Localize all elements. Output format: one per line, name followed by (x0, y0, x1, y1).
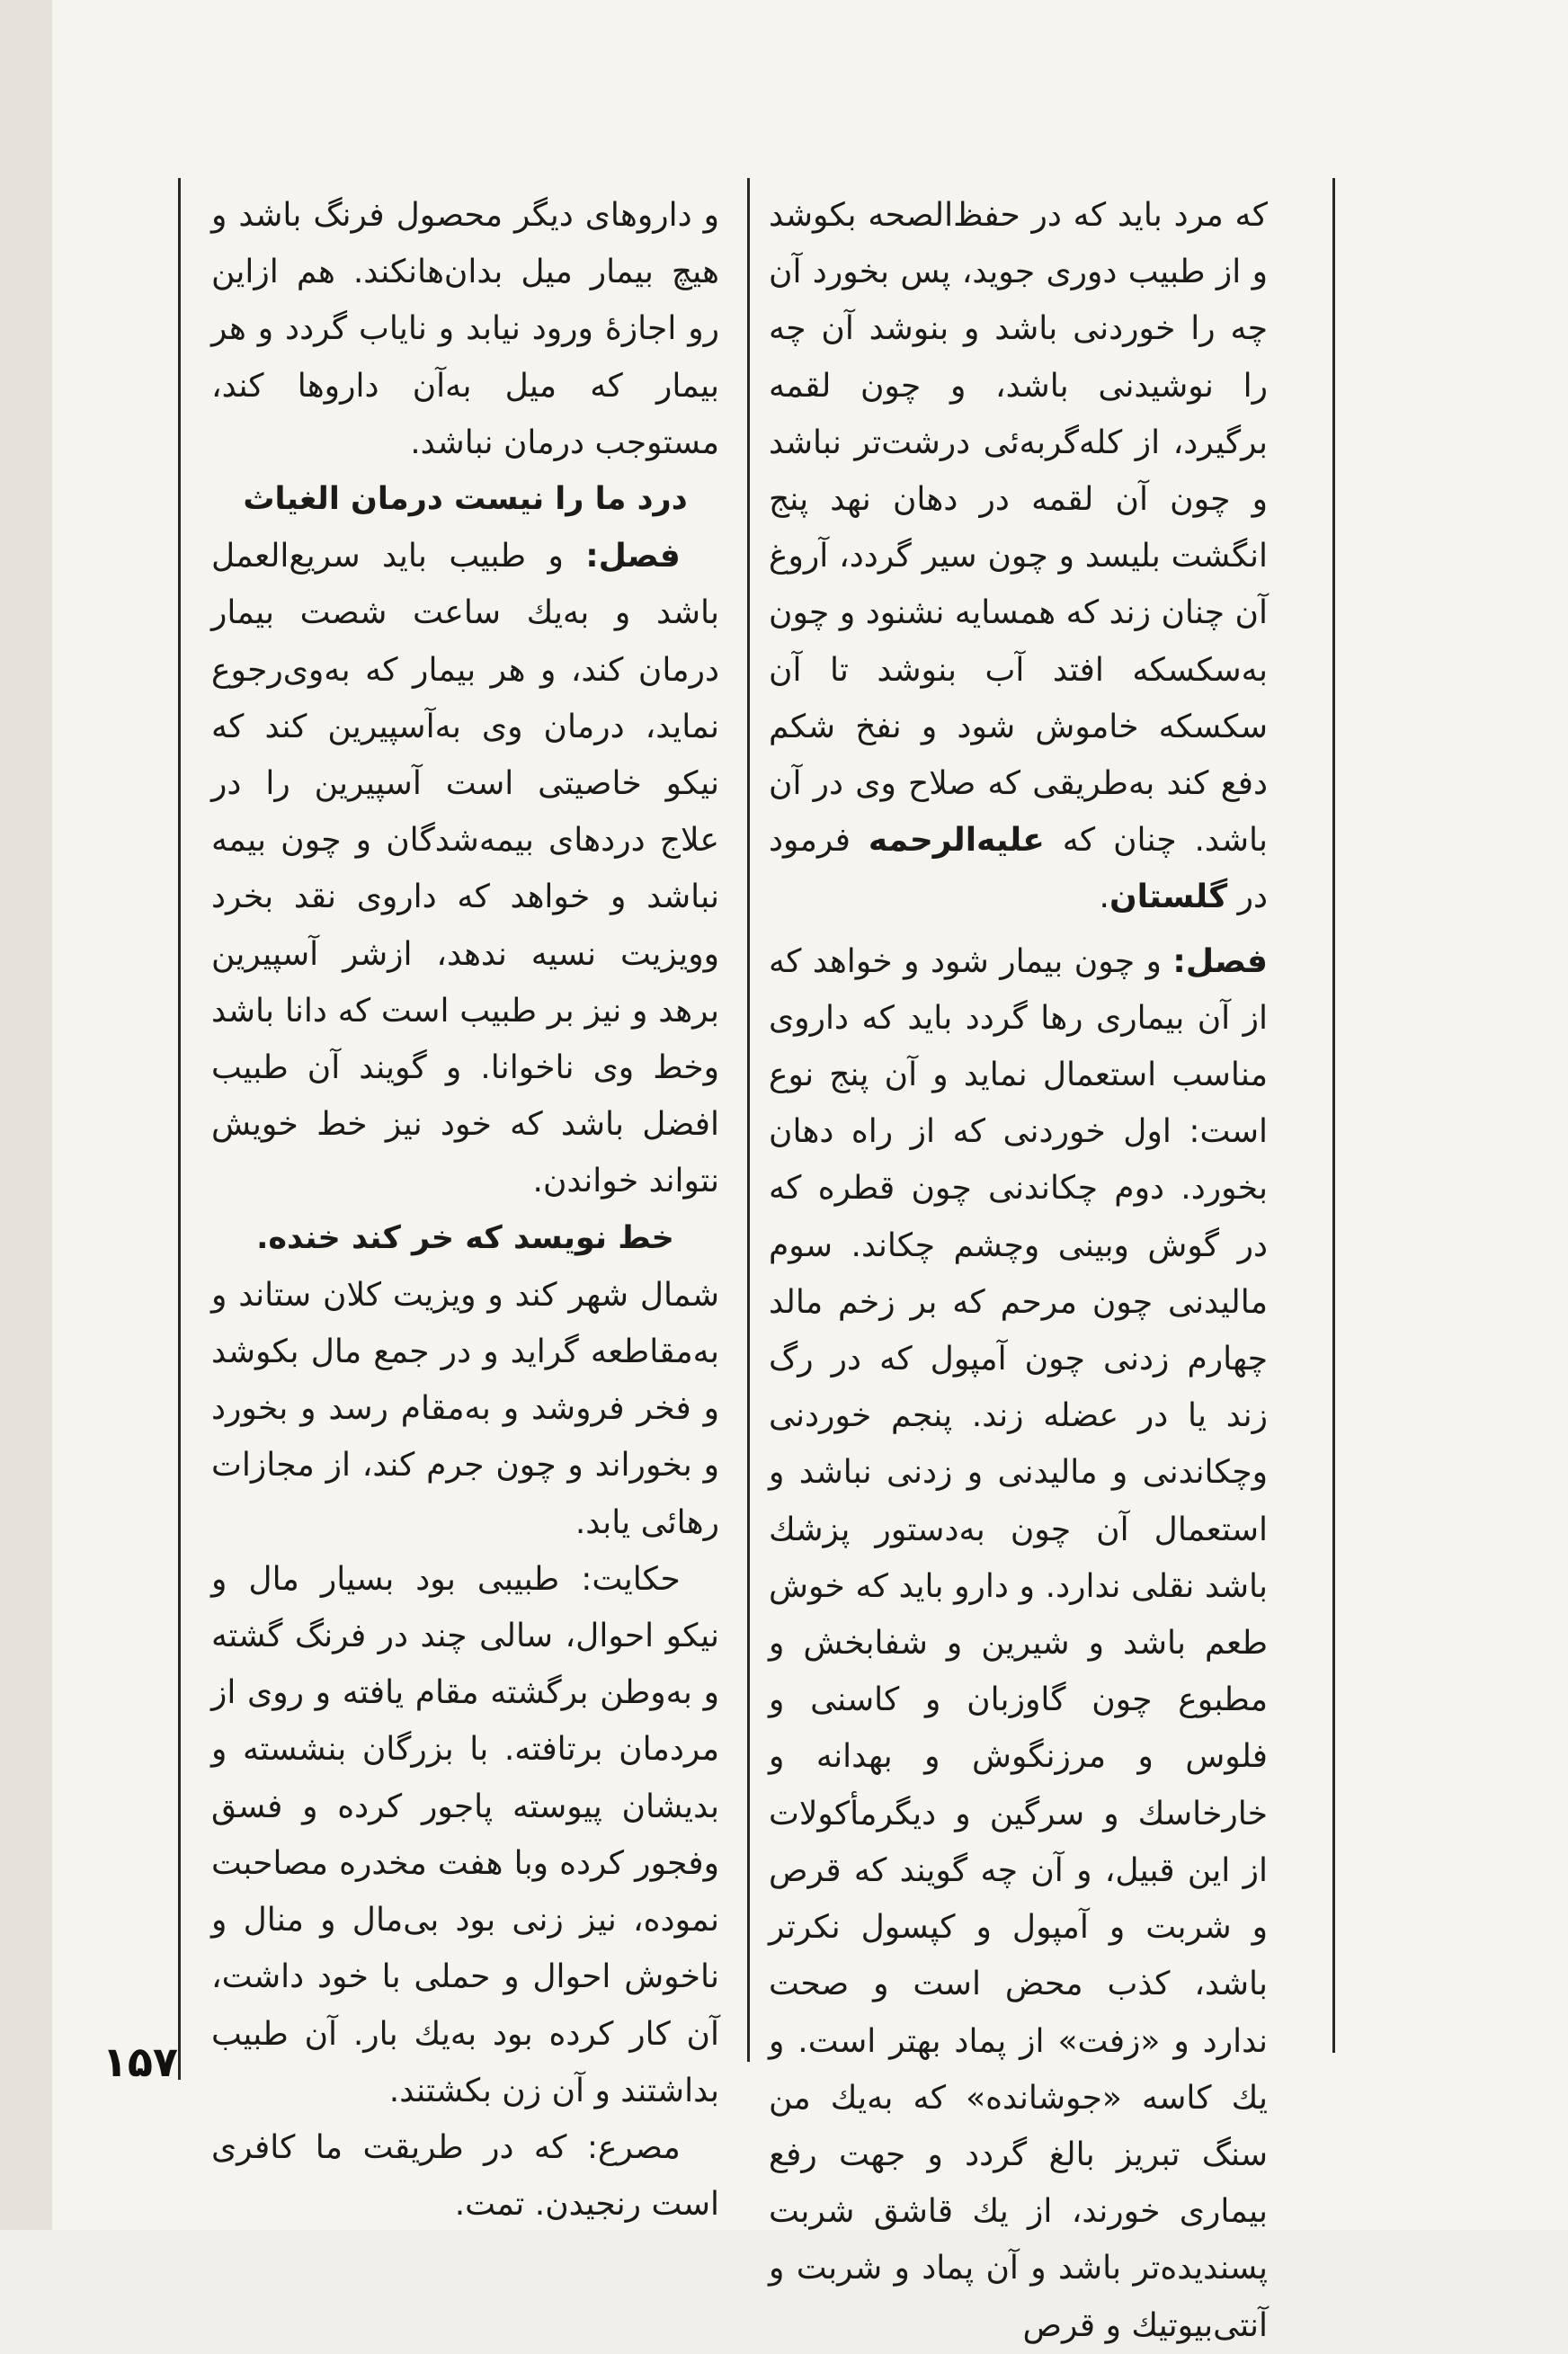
paragraph: حکایت: طبیبی بود بسیار مال و نیکو احوال، سالی چند در فرنگ گشته و به‌وطن برگشته مقام یافته و روی از مردمان برتافته. با بزرگان بنشسته و بدیشان پیوسته پاجور کرده و فسق وفجور کرده وبا هفت مخدره مصاحبت نموده، نیز زنی بود بی‌مال و منال و ناخوش احوال و حملی با خود داشت، آن کار کرده بود به‌یك بار. آن طبیب بداشتند و آن زن بکشتند. (211, 1560, 719, 2109)
left-margin-rule (178, 178, 181, 2080)
paragraph: فصل: و چون بیمار شود و خواهد که از آن بیماری رها گردد باید که داروی مناسب استعمال نماید و آن پنج نوع است: اول خوردنی که از راه دهان بخورد. دوم چکاندنی چون قطره که در گوش وبینی وچشم چکاند. سوم مالیدنی چون مرحم که بر زخم مالد چهارم زدنی چون آمپول که در رگ زند یا در عضله زند. پنجم خوردنی وچکاندنی و مالیدنی و زدنی نباشد و استعمال آن چون به‌دستور پزشك باشد نقلی ندارد. و دارو باید که خوش طعم باشد و شیرین و شفابخش و مطبوع چون گاوزبان و کاسنی و فلوس و مرزنگوش و بهدانه و خارخاسك و سرگین و دیگرمأکولات از این قبیل، و آن چه گویند که قرص و شربت و آمپول و کپسول نکرتر باشد، کذب محض است و صحت ندارد و «زفت» از پماد بهتر است. و یك کاسه «جوشانده» که به‌یك من سنگ تبریز بالغ گردد و جهت رفع بیماری خورند، از یك قاشق شربت پسندیده‌تر باشد و آن پماد و شربت و آنتی‌بیوتیك و قرص (769, 942, 1268, 2344)
column-divider-rule (747, 178, 750, 2062)
paragraph: که مرد باید که در حفظ‌الصحه بکوشد و از طبیب دوری جوید، پس بخورد آن چه را خوردنی باشد و بنوشد آن چه را نوشیدنی باشد، و چون لقمه برگیرد، از کله‌گربه‌ئی درشت‌تر نباشد و چون آن لقمه در دهان نهد پنج انگشت بلیسد و چون سیر گردد، آروغ آن چنان زند که همسایه نشنود و چون به‌سکسکه افتد آب بنوشد تا آن سکسکه خاموش شود و نفخ شکم دفع کند به‌طریقی که صلاح وی در آن باشد. چنان که علیه‌الرحمه فرمود در گلستان. (769, 197, 1268, 916)
page-edge (0, 0, 54, 2230)
left-text-column (211, 187, 719, 2224)
paragraph: و داروهای دیگر محصول فرنگ باشد و هیچ بیمار میل بدان‌هانکند. هم ازاین رو اجازهٔ ورود نیابد و نایاب گردد و هر بیمار که میل به‌آن داروها کند، مستوجب درمان نباشد. (211, 197, 719, 461)
paragraph: شمال شهر کند و ویزیت کلان ستاند و به‌مقاطعه گراید و در جمع مال بکوشد و فخر فروشد و به‌مقام رسد و بخورد و بخوراند و چون جرم کند، از مجازات رهائی یابد. (211, 1276, 719, 1541)
verse-heading: خط نویسد که خر کند خنده. (256, 1219, 674, 1256)
right-margin-rule (1332, 178, 1335, 2053)
right-text-column (769, 187, 1268, 2344)
paragraph: مصرع: که در طریقت ما کافری است رنجیدن. تمت. (211, 2128, 719, 2224)
page-number: ۱۵۷ (102, 2037, 178, 2086)
verse-heading: درد ما را نیست درمان الغیاث (243, 481, 688, 518)
paragraph: فصل: و طبیب باید سریع‌العمل باشد و به‌یك ساعت شصت بیمار درمان کند، و هر بیمار که به‌وی‌رجوع نماید، درمان وی به‌آسپیرین کند که نیکو خاصیتی است آسپیرین را در علاج دردهای بیمه‌شدگان و چون بیمه نباشد و خواهد که داروی نقد بخرد وویزیت نسیه ندهد، ازشر آسپیرین برهد و نیز بر طبیب است که دانا باشد وخط وی ناخوانا. و گویند آن طبیب افضل باشد که خود نیز خط خویش نتواند خواندن. (211, 538, 719, 1200)
